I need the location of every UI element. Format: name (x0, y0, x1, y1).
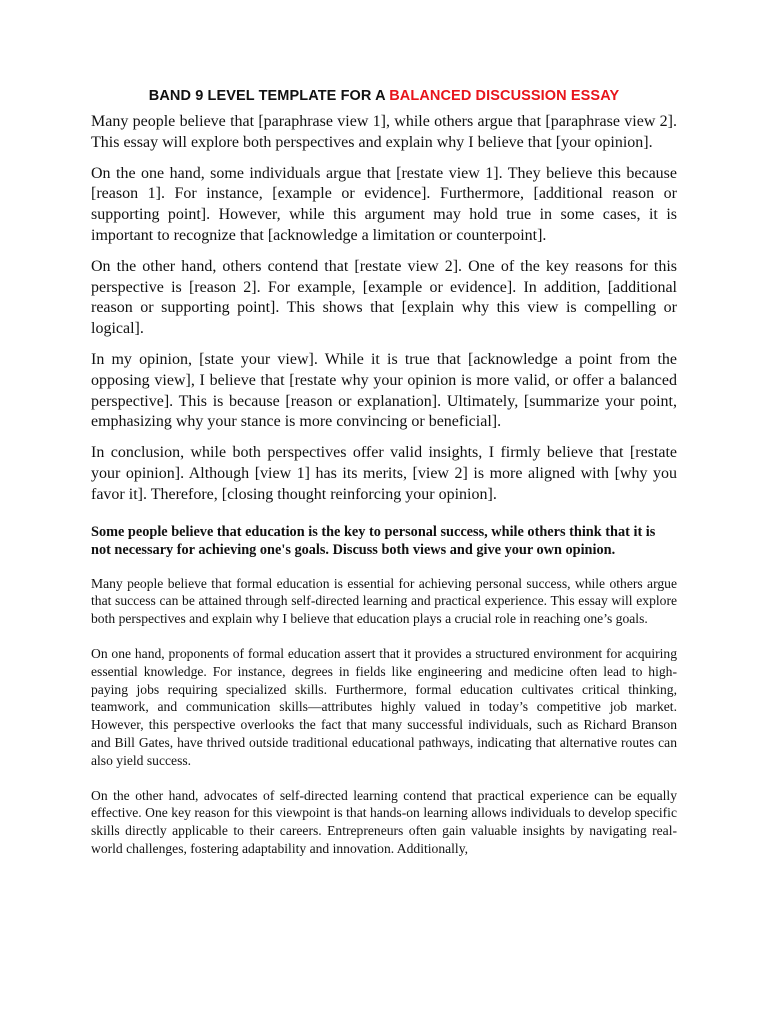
title-highlight: BALANCED DISCUSSION ESSAY (389, 88, 620, 104)
title-prefix: BAND 9 LEVEL TEMPLATE FOR A (148, 88, 390, 104)
essay-paragraph-view-1: On one hand, proponents of formal education assert that it provides a structured environment for acquiring essential knowledge. For instance, degrees in fields like engineering and medicine often lead to high-paying jobs requiring specialized skills. Furthermore, formal education cultivates critical thinking, teamwork, and communication skills—attributes highly valued in today’s competitive job market. However, this perspective overlooks the fact that many successful individuals, such as Richard Branson and Bill Gates, have thrived outside traditional educational pathways, indicating that alternative routes can also yield success. (91, 645, 677, 768)
document-page (91, 88, 677, 875)
template-paragraph-conclusion: In conclusion, while both perspectives offer valid insights, I firmly believe that [restate your opinion]. Although [view 1] has its merits, [view 2] is more aligned with [why you favor it]. Therefore, [closing thought reinforcing your opinion]. (91, 444, 677, 503)
template-paragraph-view-1: On the one hand, some individuals argue that [restate view 1]. They believe this because [reason 1]. For instance, [example or evidence]. Furthermore, [additional reason or supporting point]. However, while this argument may hold true in some cases, it is important to recognize that [acknowledge a limitation or counterpoint]. (91, 164, 677, 244)
document-title (91, 88, 677, 104)
template-paragraph-intro: Many people believe that [paraphrase view 1], while others argue that [paraphrase view 2]. This essay will explore both perspectives and explain why I believe that [your opinion]. (91, 113, 677, 151)
template-section (91, 112, 677, 506)
essay-paragraph-view-2: On the other hand, advocates of self-directed learning contend that practical experience can be equally effective. One key reason for this viewpoint is that hands-on learning allows individuals to develop specific skills directly applicable to their careers. Entrepreneurs often gain valuable insights by navigating real-world challenges, fostering adaptability and innovation. Additionally, (91, 787, 677, 856)
sample-essay (91, 575, 677, 858)
essay-paragraph-intro: Many people believe that formal education is essential for achieving personal success, while others argue that success can be attained through self-directed learning and practical experience. This essay will explore both perspectives and explain why I believe that education plays a crucial role in reaching one’s goals. (91, 575, 677, 627)
essay-question: Some people believe that education is the key to personal success, while others think that it is not necessary for achieving one's goals. Discuss both views and give your own opinion. (91, 523, 656, 559)
template-paragraph-view-2: On the other hand, others contend that [restate view 2]. One of the key reasons for this perspective is [reason 2]. For example, [example or evidence]. In addition, [additional reason or supporting point]. This shows that [explain why this view is compelling or logical]. (91, 257, 677, 338)
template-paragraph-opinion: In my opinion, [state your view]. While it is true that [acknowledge a point from the opposing view], I believe that [restate why your opinion is more valid, or offer a balanced perspective]. This is because [reason or explanation]. Ultimately, [summarize your point, emphasizing why your stance is more convincing or beneficial]. (91, 350, 677, 431)
